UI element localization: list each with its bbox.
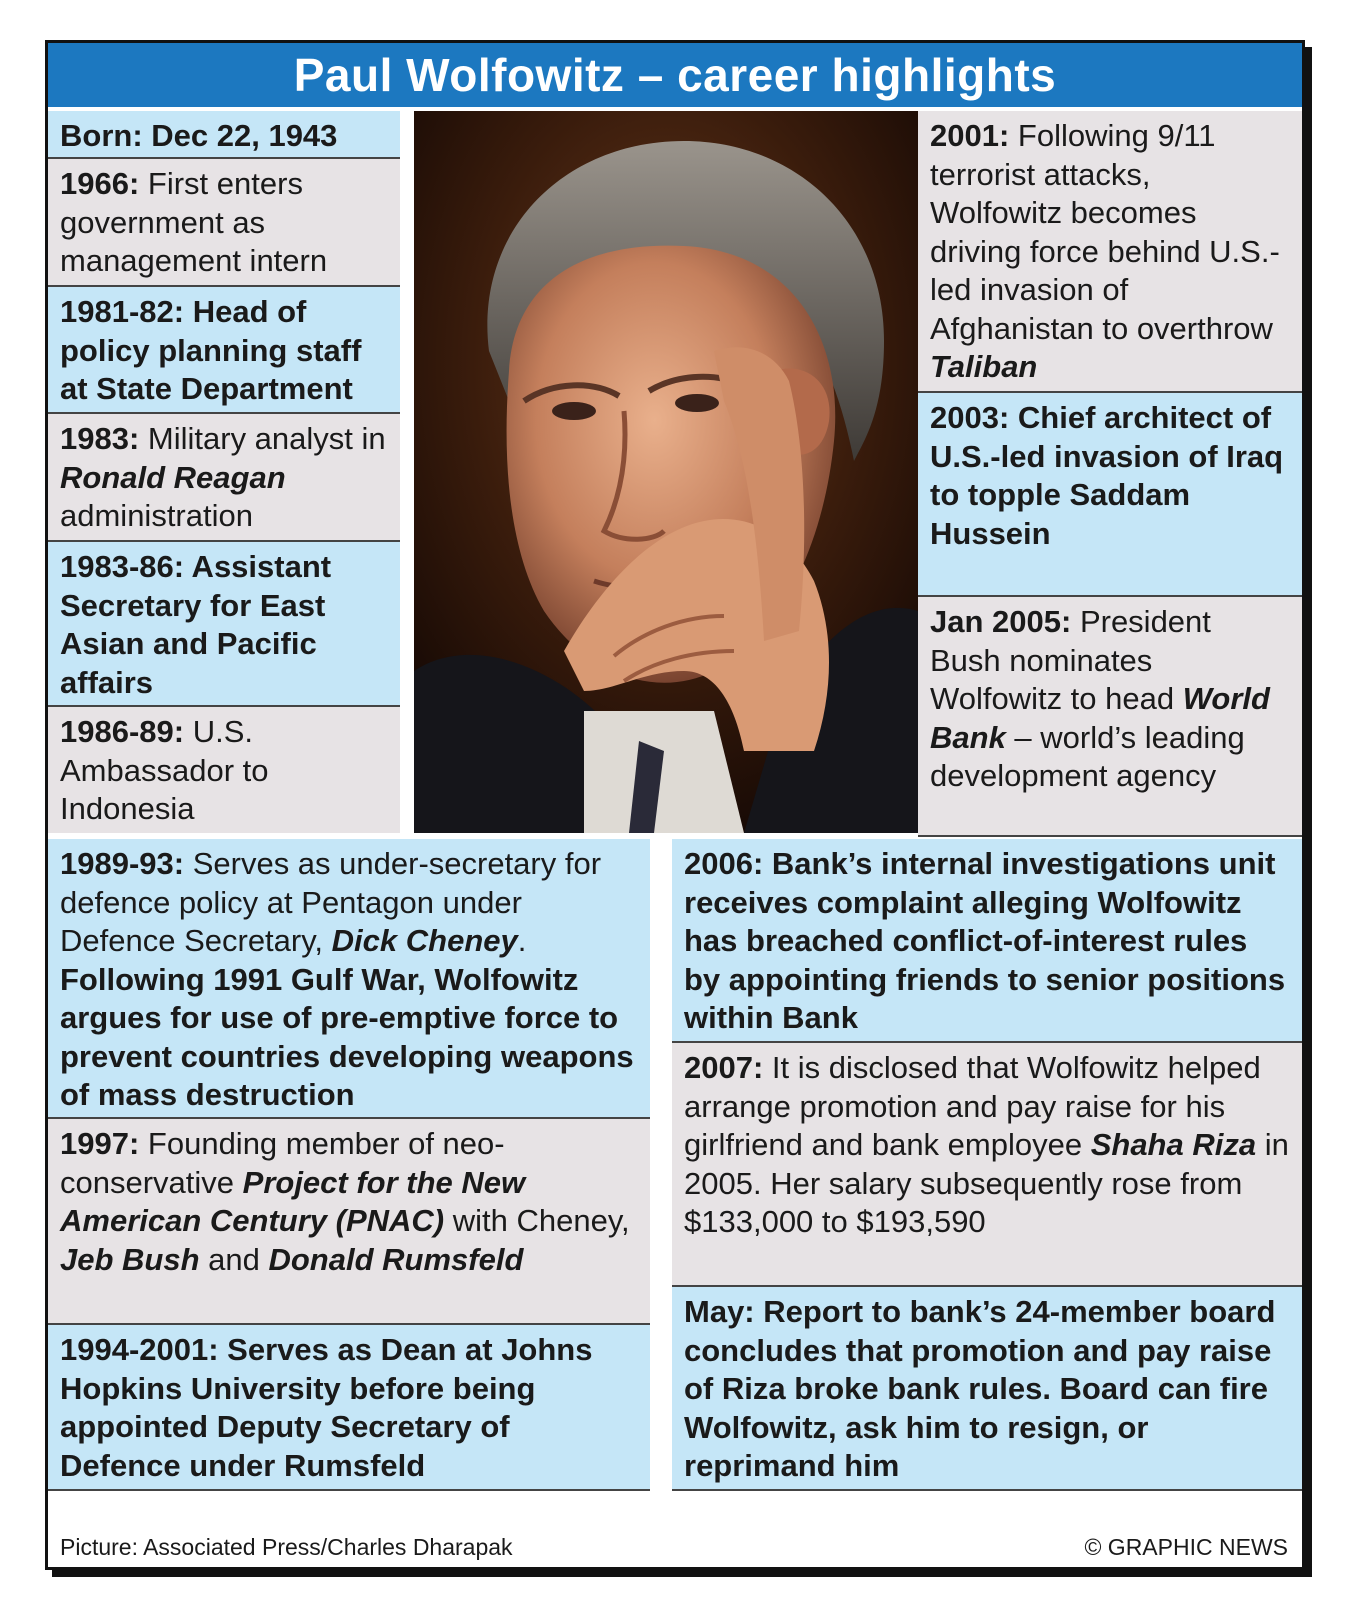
entry-may bbox=[672, 1287, 1302, 1491]
born-box bbox=[48, 111, 400, 159]
entry-1997-name2: Jeb Bush bbox=[60, 1241, 200, 1277]
entry-2005 bbox=[918, 597, 1302, 837]
entry-2007-year: 2007: bbox=[684, 1050, 764, 1085]
born-text: Born: Dec 22, 1943 bbox=[60, 118, 338, 153]
entry-1966-year: 1966: bbox=[60, 166, 140, 201]
portrait-illustration bbox=[414, 111, 918, 833]
entry-2005-year: Jan 2005: bbox=[930, 604, 1072, 639]
entry-1997-text-a: Founding member of neo-conservative bbox=[60, 1126, 505, 1200]
entry-1989-year: 1989-93: bbox=[60, 846, 185, 881]
entry-2006 bbox=[672, 839, 1302, 1043]
entry-1983-86-text: 1983-86: Assistant Secretary for East Asian and Pacific affairs bbox=[60, 549, 332, 700]
entry-1983-name: Ronald Reagan bbox=[60, 459, 286, 495]
entry-1989-text-a: Serves as under-secretary for defence policy at Pentagon under Defence Secretary, bbox=[60, 846, 602, 958]
entry-1966-text: First enters government as management intern bbox=[60, 166, 328, 278]
page-title: Paul Wolfowitz – career highlights bbox=[48, 43, 1302, 107]
entry-1997-year: 1997: bbox=[60, 1126, 140, 1161]
portrait-photo bbox=[414, 111, 918, 833]
entry-2005-text-b: – world’s leading development agency bbox=[930, 719, 1245, 793]
entry-1994-text: 1994-2001: Serves as Dean at Johns Hopkins University before being appointed Deputy Secretary of Defence under Rumsfeld bbox=[60, 1332, 593, 1483]
entry-1989 bbox=[48, 839, 650, 1119]
entry-1997-text-c: and bbox=[199, 1241, 269, 1277]
entry-1994 bbox=[48, 1325, 650, 1491]
infographic-frame bbox=[45, 40, 1305, 1570]
entry-2007-text-b: in 2005. Her salary subsequently rose from $133,000 to $193,590 bbox=[684, 1127, 1289, 1239]
entry-1989-name: Dick Cheney bbox=[331, 923, 518, 958]
entry-2001 bbox=[918, 111, 1302, 393]
entry-2003 bbox=[918, 393, 1302, 597]
entry-1986-text: U.S. Ambassador to Indonesia bbox=[60, 714, 269, 826]
entry-2001-name: Taliban bbox=[930, 349, 1038, 384]
entry-1983-year: 1983: bbox=[60, 421, 140, 456]
entry-1986-year: 1986-89: bbox=[60, 714, 185, 749]
entry-1997-text-b: with Cheney, bbox=[444, 1203, 630, 1238]
entry-1983-86 bbox=[48, 542, 400, 707]
entry-2007-text-a: It is disclosed that Wolfowitz helped arrange promotion and pay raise for his girlfriend and bank employee bbox=[684, 1050, 1261, 1162]
entry-1981 bbox=[48, 287, 400, 414]
entry-2006-text: 2006: Bank’s internal investigations unit receives complaint alleging Wolfowitz has breached conflict-of-interest rules by appointing friends to senior positions within Bank bbox=[684, 846, 1286, 1035]
entry-1986 bbox=[48, 707, 400, 833]
entry-1983-text-b: administration bbox=[60, 498, 253, 533]
entry-may-text: May: Report to bank’s 24-member board concludes that promotion and pay raise of Riza broke bank rules. Board can fire Wolfowitz, ask him to resign, or reprimand him bbox=[684, 1294, 1276, 1483]
entry-2003-text: 2003: Chief architect of U.S.-led invasion of Iraq to topple Saddam Hussein bbox=[930, 400, 1284, 551]
entry-2007-name: Shaha Riza bbox=[1090, 1127, 1257, 1162]
entry-2001-text: Following 9/11 terrorist attacks, Wolfowitz becomes driving force behind U.S.-led invasion of Afghanistan to overthrow bbox=[930, 118, 1280, 346]
entry-1989-bold: Following 1991 Gulf War, Wolfowitz argues for use of pre-emptive force to prevent countries developing weapons of mass destruction bbox=[60, 961, 634, 1112]
entry-1997-name1: Project for the New American Century (PNAC) bbox=[60, 1164, 526, 1238]
entry-1983 bbox=[48, 414, 400, 542]
photo-credit: Picture: Associated Press/Charles Dharapak bbox=[60, 1534, 513, 1560]
entry-1983-text-a: Military analyst in bbox=[139, 421, 386, 456]
entry-2007 bbox=[672, 1043, 1302, 1287]
entry-2005-name: World Bank bbox=[930, 681, 1270, 755]
entry-1981-text: 1981-82: Head of policy planning staff at State Department bbox=[60, 294, 362, 406]
entry-2001-year: 2001: bbox=[930, 118, 1010, 153]
entry-1966 bbox=[48, 159, 400, 287]
entry-1997-name3: Donald Rumsfeld bbox=[268, 1241, 524, 1277]
entry-1989-text-b: . bbox=[517, 923, 527, 958]
entry-2005-text-a: President Bush nominates Wolfowitz to head bbox=[930, 604, 1211, 716]
entry-1997 bbox=[48, 1119, 650, 1325]
copyright: © GRAPHIC NEWS bbox=[1084, 1534, 1288, 1560]
